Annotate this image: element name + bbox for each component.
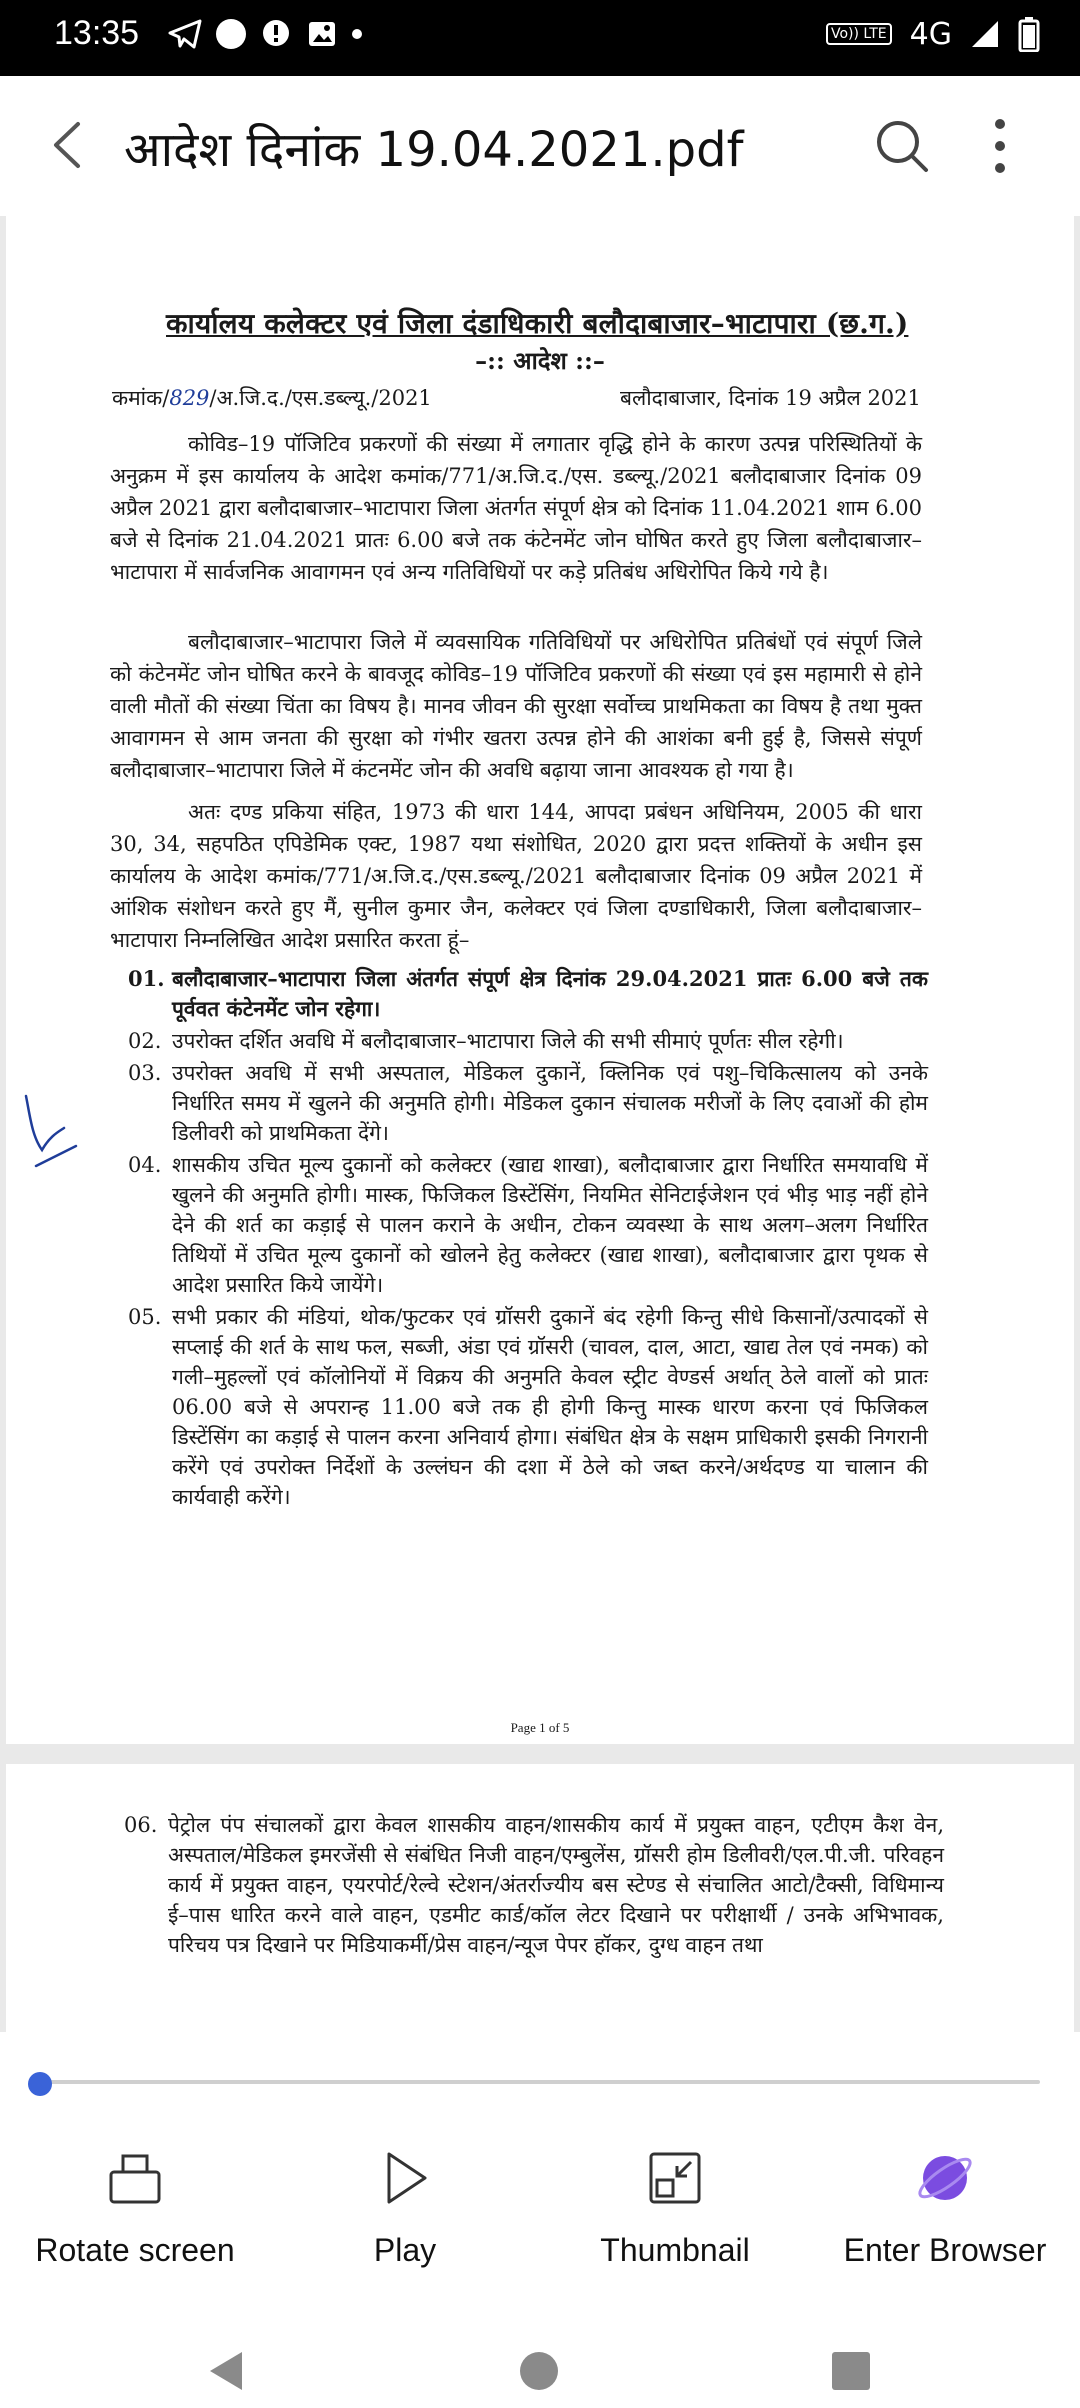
status-time: 13:35 [54, 14, 140, 52]
ref-prefix: कमांक/ [112, 386, 170, 410]
paragraph-2: बलौदाबाजार–भाटापारा जिले में व्यवसायिक गतिविधियों पर अधिरोपित प्रतिबंधों एवं संपूर्ण जिले को कंटेनमेंट जोन घोषित करने के बावजूद कोविड–19 पॉजिटिव प्रकरणों की संख्या एवं इस महामारी से होने वाली मौतों की संख्या चिंता का विषय है। मानव जीवन की सुरक्षा सर्वोच्च प्राथमिकता का विषय है तथा मुक्त आवागमन से आम जनता की सुरक्षा को गंभीर खतरा उत्पन्न होने की आशंका बनी हुई है, जिससे संपूर्ण बलौदाबाजार–भाटापारा जिले में कंटनमेंट जोन की अवधि बढ़ाया जाना आवश्यक हो गया है। [110, 630, 922, 782]
list-item: 04. शासकीय उचित मूल्य दुकानों को कलेक्टर (खाद्य शाखा), बलौदाबाजार द्वारा निर्धारित समयावधि में खुलने की अनुमति होगी। मास्क, फिजिकल डिस्टेंसिंग, नियमित सेनिटाईजेशन एवं भीड़ भाड़ नहीं होने देने की शर्त का कड़ाई से पालन कराने के अधीन, टोकन व्यवस्था के साथ अलग–अलग निर्धारित तिथियों में उचित मूल्य दुकानों को खोलने हेतु कलेक्टर (खाद्य शाखा), बलौदाबाजार द्वारा पृथक से आदेश प्रसारित किये जायेंगे। [128, 1153, 928, 1297]
ref-suffix: /अ.जि.द./एस.डब्ल्यू./2021 [209, 386, 432, 410]
alert-icon [260, 18, 292, 50]
list-item: 01. बलौदाबाजार–भाटापारा जिला अंतर्गत संपूर्ण क्षेत्र दिनांक 29.04.2021 प्रातः 6.00 बजे तक पूर्ववत कंटेनमेंट जोन रहेगा। [128, 966, 928, 1021]
document-title: आदेश दिनांक 19.04.2021.pdf [124, 122, 744, 178]
more-icon[interactable] [990, 116, 1010, 176]
play-label: Play [373, 2232, 437, 2268]
enter-browser-label: Enter Browser [843, 2232, 1047, 2268]
order-items-list-page2 [124, 1810, 944, 1962]
pdf-page-1 [6, 216, 1074, 1744]
signal-icon [970, 19, 1000, 49]
thumbnail-label: Thumbnail [600, 2232, 750, 2268]
list-item: 03. उपरोक्त अवधि में सभी अस्पताल, मेडिकल दुकानें, क्लिनिक एवं पशु–चिकित्सालय को उनके निर्धारित समय में खुलने की अनुमति होगी। मेडिकल दुकान संचालक मरीजों के लिए दवाओं की होम डिलीवरी को प्राथमिकता देंगे। [128, 1061, 928, 1145]
nav-recents-icon[interactable] [828, 2348, 874, 2394]
status-bar [0, 0, 1080, 76]
rotate-screen-label: Rotate screen [35, 2232, 235, 2268]
play-icon [375, 2148, 435, 2208]
page-slider-track[interactable] [30, 2080, 1040, 2084]
page-footer: Page 1 of 5 [510, 1720, 570, 1735]
app-bar [0, 76, 1080, 217]
order-heading: –:: आदेश ::– [475, 346, 605, 375]
handwritten-mark [16, 1086, 86, 1186]
list-item: 02. उपरोक्त दर्शित अवधि में बलौदाबाजार–भाटापारा जिले की सभी सीमाएं पूर्णतः सील रहेगी। [128, 1029, 844, 1053]
list-item: 05. सभी प्रकार की मंडियां, थोक/फुटकर एवं ग्रॉसरी दुकानें बंद रहेगी किन्तु सीधे किसानों/उत्पादकों से सप्लाई की शर्त के साथ फल, सब्जी, अंडा एवं ग्रॉसरी (चावल, दाल, आटा, खाद्य तेल एवं नमक) को गली–मुहल्लों एवं कॉलोनियों में विक्रय की अनुमति केवल स्ट्रीट वेण्डर्स अर्थात् ठेले वालों को प्रातः 06.00 बजे से अपरान्ह 11.00 बजे तक ही होगी किन्तु मास्क धारण करना एवं फिजिकल डिस्टेंसिंग का कड़ाई से पालन करना अनिवार्य होगा। संबंधित क्षेत्र के सक्षम प्राधिकारी इसकी निगरानी करेंगे एवं उपरोक्त निर्देशों के उल्लंघन की दशा में ठेले को जब्त करने/अर्थदण्ड या चालान की कार्यवाही करेंगे। [128, 1305, 928, 1509]
order-date: बलौदाबाजार, दिनांक 19 अप्रैल 2021 [620, 386, 921, 410]
browser-icon [915, 2148, 975, 2208]
paragraph-1: कोविड–19 पॉजिटिव प्रकरणों की संख्या में लगातार वृद्धि होने के कारण उत्पन्न परिस्थितियों के अनुक्रम में इस कार्यालय के आदेश कमांक/771/अ.जि.द./एस. डब्ल्यू./2021 बलौदाबाजार दिनांक 09 अप्रैल 2021 द्वारा बलौदाबाजार–भाटापारा जिला अंतर्गत संपूर्ण क्षेत्र को दिनांक 11.04.2021 शाम 6.00 बजे से दिनांक 21.04.2021 प्रातः 6.00 बजे तक कंटेनमेंट जोन घोषित करते हुए जिला बलौदाबाजार–भाटापारा में सार्वजनिक आवागमन एवं अन्य गतिविधियों पर कड़े प्रतिबंध अधिरोपित किये गये है। [110, 432, 922, 584]
order-items-list [128, 964, 928, 1514]
record-icon [216, 19, 246, 49]
rotate-screen-icon [105, 2148, 165, 2208]
nav-home-icon[interactable] [516, 2348, 562, 2394]
play-button[interactable] [270, 2148, 540, 2269]
ref-number: 829 [169, 386, 210, 410]
back-icon[interactable] [44, 120, 94, 170]
nav-back-icon[interactable] [204, 2348, 250, 2394]
volte-icon: Vo)) LTE [826, 23, 892, 45]
rotate-screen-button[interactable] [0, 2148, 270, 2269]
battery-icon [1018, 16, 1040, 52]
network-type: 4G [909, 16, 952, 52]
order-reference [112, 384, 432, 412]
system-nav-bar [0, 2328, 1080, 2408]
page-slider-handle[interactable] [28, 2072, 52, 2096]
paragraph-3: अतः दण्ड प्रकिया संहित, 1973 की धारा 144, आपदा प्रबंधन अधिनियम, 2005 की धारा 30, 34, सहपठित एपिडेमिक एक्ट, 1987 यथा संशोधित, 2020 द्वारा प्रदत्त शक्तियों के अधीन इस कार्यालय के आदेश कमांक/771/अ.जि.द./एस.डब्ल्यू./2021 बलौदाबाजार दिनांक 09 अप्रैल 2021 में आंशिक संशोधन करते हुए मैं, सुनील कुमार जैन, कलेक्टर एवं जिला दण्डाधिकारी, जिला बलौदाबाजार–भाटापारा निम्नलिखित आदेश प्रसारित करता हूं– [110, 800, 922, 952]
gallery-icon [306, 18, 338, 50]
thumbnail-button[interactable] [540, 2148, 810, 2269]
list-item: 06. पेट्रोल पंप संचालकों द्वारा केवल शासकीय वाहन/शासकीय कार्य में प्रयुक्त वाहन, एटीएम कैश वेन, अस्पताल/मेडिकल इमरजेंसी से संबंधित निजी वाहन/एम्बुलेंस, ग्रॉसरी होम डिलीवरी/एल.पी.जी. परिवहन कार्य में प्रयुक्त वाहन, एयरपोर्ट/रेल्वे स्टेशन/अंतर्राज्यीय बस स्टेण्ड से संचालित आटो/टैक्सी, विधिमान्य ई–पास धारित करने वाले वाहन, एडमीट कार्ड/कॉल लेटर दिखाने पर परीक्षार्थी / उनके अभिभावक, परिचय पत्र दिखाने पर मिडियाकर्मी/प्रेस वाहन/न्यूज पेपर हॉकर, दुग्ध वाहन तथा [124, 1813, 944, 1957]
enter-browser-button[interactable] [810, 2148, 1080, 2269]
thumbnail-icon [645, 2148, 705, 2208]
office-header: कार्यालय कलेक्टर एवं जिला दंडाधिकारी बलौदाबाजार–भाटापारा (छ.ग.) [166, 307, 909, 340]
dot-icon [352, 29, 362, 39]
pdf-page-2 [6, 1764, 1074, 2032]
telegram-icon [168, 19, 202, 49]
pdf-viewer[interactable] [0, 216, 1080, 2032]
search-icon[interactable] [872, 116, 932, 176]
bottom-toolbar [0, 2032, 1080, 2408]
